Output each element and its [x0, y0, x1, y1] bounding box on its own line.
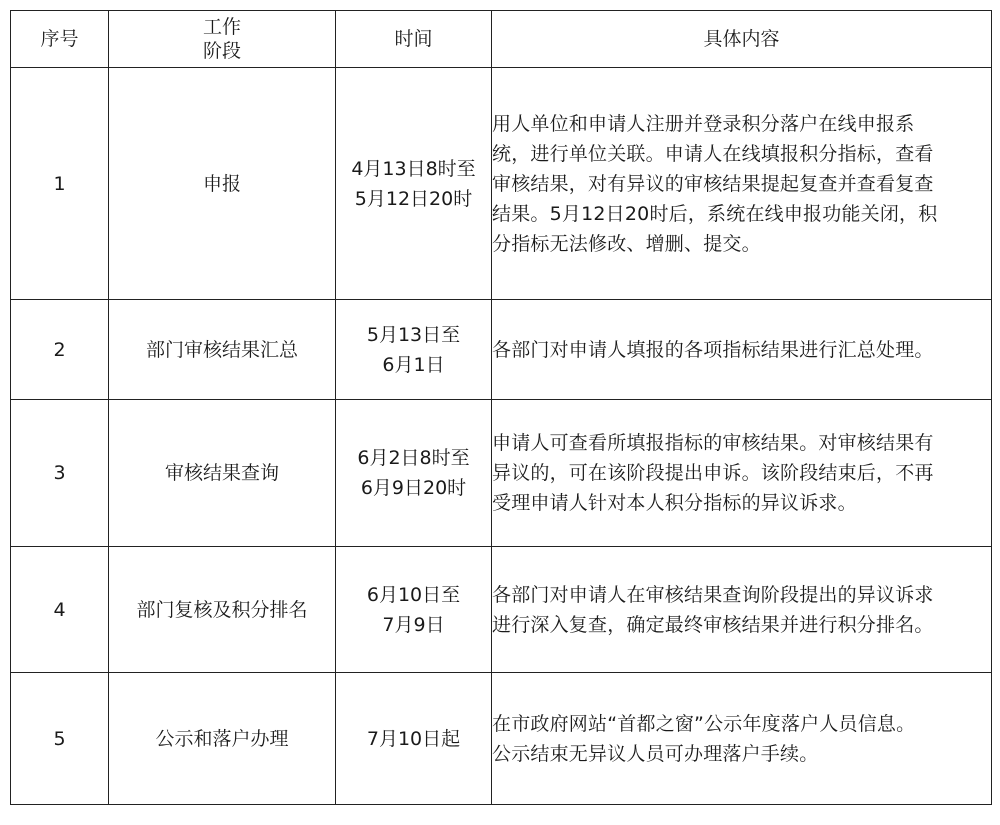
row-content	[492, 300, 992, 400]
header-stage-line2: 阶段	[202, 40, 241, 62]
row-time	[336, 673, 492, 805]
schedule-table	[10, 10, 992, 805]
content-line: 公示结束无异议人员可办理落户手续。	[492, 742, 819, 765]
content-line: 各部门对申请人填报的各项指标结果进行汇总处理。	[492, 338, 934, 361]
content-line: 各部门对申请人在审核结果查询阶段提出的异议诉求	[492, 583, 934, 606]
row-time	[336, 400, 492, 547]
content-line: 审核结果，对有异议的审核结果提起复查并查看复查	[492, 172, 934, 195]
content-line: 受理申请人针对本人积分指标的异议诉求。	[492, 492, 857, 514]
row-time-line2: 7月9日	[382, 613, 445, 636]
table-row	[11, 547, 992, 673]
row-time-line2: 6月1日	[382, 353, 445, 376]
row-time-line1: 7月10日起	[366, 727, 461, 750]
row-content	[492, 400, 992, 547]
content-line: 用人单位和申请人注册并登录积分落户在线申报系	[492, 112, 915, 135]
table-row	[11, 300, 992, 400]
row-time	[336, 68, 492, 300]
header-stage-line1: 工作	[202, 16, 241, 38]
row-time-line1: 5月13日至	[366, 323, 461, 346]
row-time	[336, 547, 492, 673]
table-row	[11, 673, 992, 805]
content-line: 分指标无法修改、增删、提交。	[492, 232, 761, 255]
row-stage: 申报	[109, 68, 336, 300]
row-index: 1	[11, 68, 109, 300]
row-content	[492, 673, 992, 805]
content-line: 异议的，可在该阶段提出申诉。该阶段结束后，不再	[492, 462, 934, 484]
row-index: 2	[11, 300, 109, 400]
row-stage: 审核结果查询	[109, 400, 336, 547]
row-index: 3	[11, 400, 109, 547]
row-time-line1: 6月2日8时至	[357, 447, 470, 469]
row-time-line2: 5月12日20时	[354, 187, 473, 210]
row-stage: 部门复核及积分排名	[109, 547, 336, 673]
content-line: 进行深入复查，确定最终审核结果并进行积分排名。	[492, 613, 934, 636]
content-line: 统，进行单位关联。申请人在线填报积分指标，查看	[492, 142, 934, 165]
content-line: 在市政府网站“首都之窗”公示年度落户人员信息。	[492, 712, 916, 735]
header-stage	[109, 11, 336, 68]
table-row	[11, 68, 992, 300]
row-index: 5	[11, 673, 109, 805]
row-time	[336, 300, 492, 400]
header-index: 序号	[11, 11, 109, 68]
table-row	[11, 400, 992, 547]
row-time-line1: 6月10日至	[366, 583, 461, 606]
header-content: 具体内容	[492, 11, 992, 68]
content-line: 申请人可查看所填报指标的审核结果。对审核结果有	[492, 432, 934, 454]
header-time: 时间	[336, 11, 492, 68]
content-line: 结果。5月12日20时后，系统在线申报功能关闭，积	[492, 202, 938, 225]
row-time-line1: 4月13日8时至	[351, 157, 476, 180]
row-content	[492, 68, 992, 300]
row-index: 4	[11, 547, 109, 673]
row-stage: 公示和落户办理	[109, 673, 336, 805]
row-stage: 部门审核结果汇总	[109, 300, 336, 400]
row-content	[492, 547, 992, 673]
row-time-line2: 6月9日20时	[360, 477, 467, 499]
table-header-row	[11, 11, 992, 68]
